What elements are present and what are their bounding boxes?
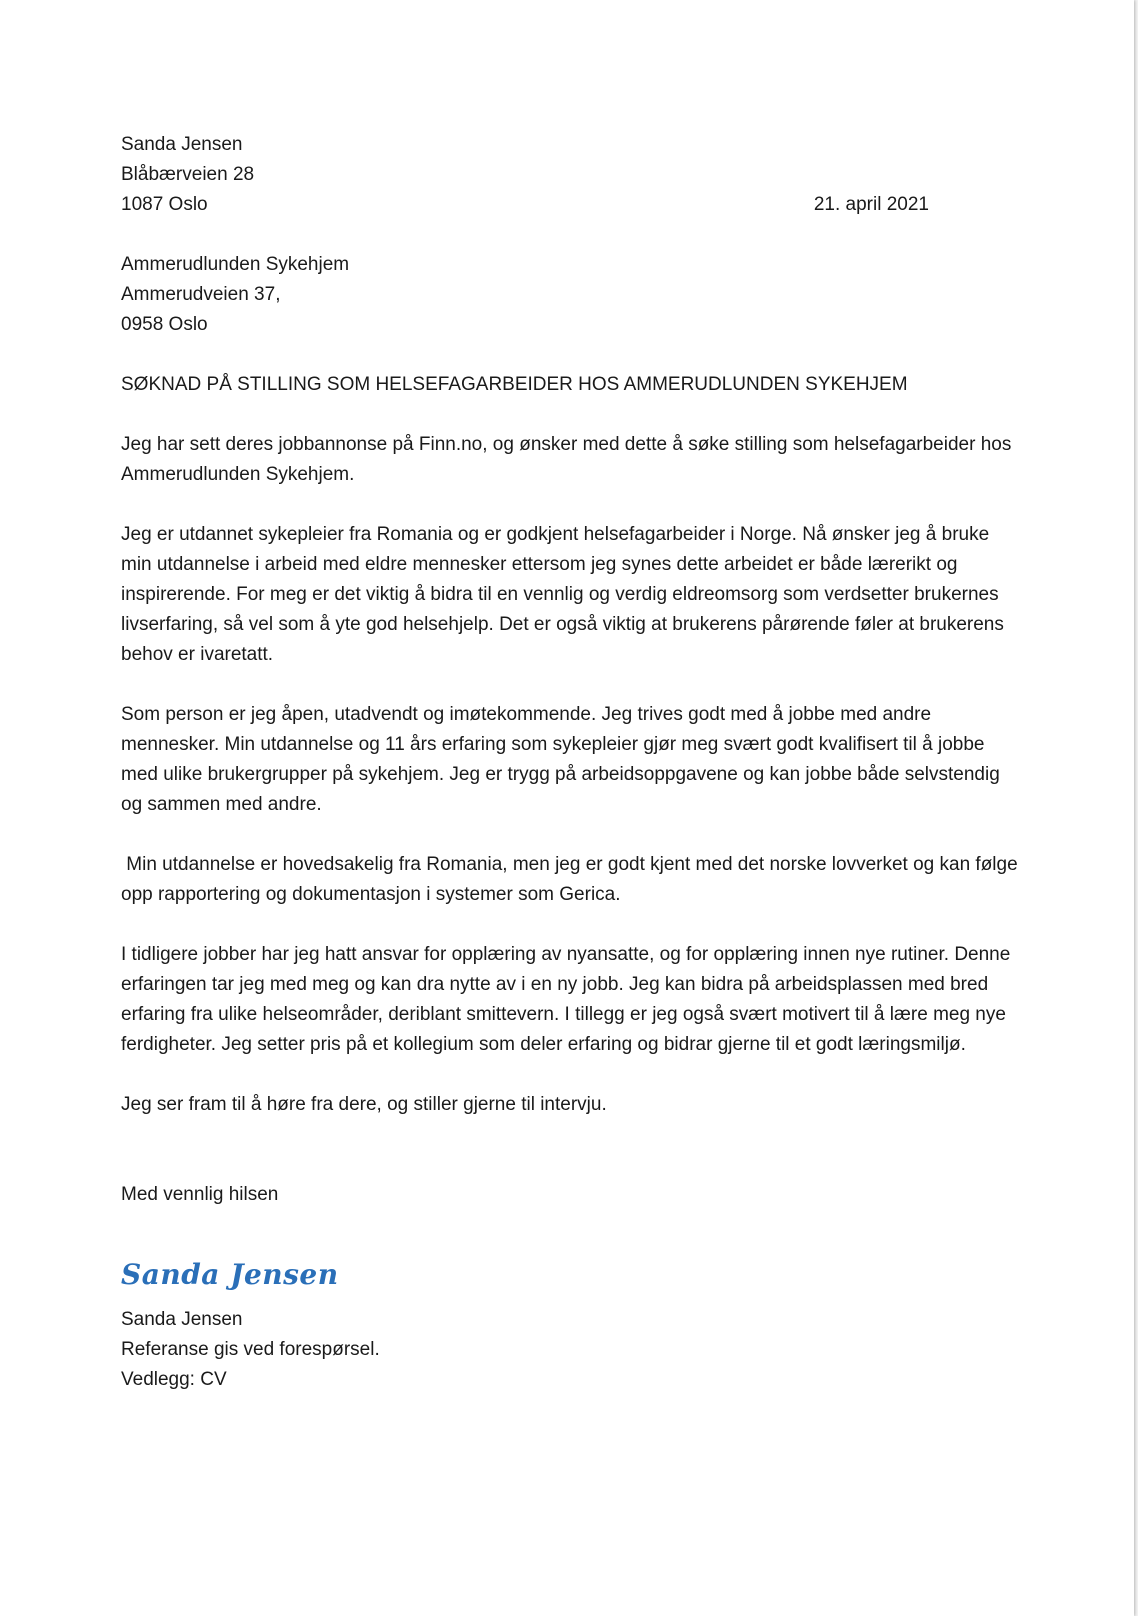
handwritten-signature: Sanda Jensen [121,1258,339,1291]
closing-greeting: Med vennlig hilsen [121,1184,279,1205]
paragraph-personality: Som person er jeg åpen, utadvendt og imøtekommende. Jeg trives godt med å jobbe med andre mennesker. Min utdannelse og 11 års erfaring som sykepleier gjør meg svært godt kvalifisert til å jobbe med ulike brukergrupper på sykehjem. Jeg er trygg på arbeidsoppgavene og kan jobbe både selvstendig og sammen med andre. [121,704,1000,815]
letter-footer [121,1305,1021,1395]
paragraph-intro: Jeg har sett deres jobbannonse på Finn.no, og ønsker med dette å søke stilling som helsefagarbeider hos Ammerudlunden Sykehjem. [121,434,1012,485]
paragraph-experience: I tidligere jobber har jeg hatt ansvar for opplæring av nyansatte, og for opplæring innen nye rutiner. Denne erfaringen tar jeg med meg og kan dra nytte av i en ny jobb. Jeg kan bidra på arbeidsplassen med bred erfaring fra ulike helseområder, deriblant smittevern. I tillegg er jeg også svært motivert til å lære meg nye ferdigheter. Jeg setter pris på et kollegium som deler erfaring og bidrar gjerne til et godt læringsmiljø. [121,944,1011,1055]
sender-street: Blåbærveien 28 [121,164,255,185]
sender-city: 1087 Oslo [121,194,208,215]
footer-attachment: Vedlegg: CV [121,1369,227,1390]
paragraph-background: Min utdannelse er hovedsakelig fra Romania, men jeg er godt kjent med det norske lovverket og kan følge opp rapportering og dokumentasjon i systemer som Gerica. [121,854,1023,905]
footer-reference: Referanse gis ved forespørsel. [121,1339,380,1360]
recipient-name: Ammerudlunden Sykehjem [121,254,350,275]
recipient-city: 0958 Oslo [121,314,208,335]
letter-body [121,130,1021,1395]
paragraph-closing: Jeg ser fram til å høre fra dere, og stiller gjerne til intervju. [121,1094,607,1115]
footer-name: Sanda Jensen [121,1309,243,1330]
recipient-street: Ammerudveien 37, [121,284,281,305]
sender-name: Sanda Jensen [121,134,243,155]
recipient-address [121,250,1021,340]
letter-subject: SØKNAD PÅ STILLING SOM HELSEFAGARBEIDER HOS AMMERUDLUNDEN SYKEHJEM [121,374,908,395]
letter-date: 21. april 2021 [813,194,929,215]
sender-address [121,130,1021,220]
paragraph-education: Jeg er utdannet sykepleier fra Romania og er godkjent helsefagarbeider i Norge. Nå ønsker jeg å bruke min utdannelse i arbeid med eldre mennesker ettersom jeg synes dette arbeidet er både lærerikt og inspirerende. For meg er det viktig å bidra til en vennlig og verdig eldreomsorg som verdsetter brukernes livserfaring, så vel som å yte god helsehjelp. Det er også viktig at brukerens pårørende føler at brukerens behov er ivaretatt. [121,524,1004,665]
